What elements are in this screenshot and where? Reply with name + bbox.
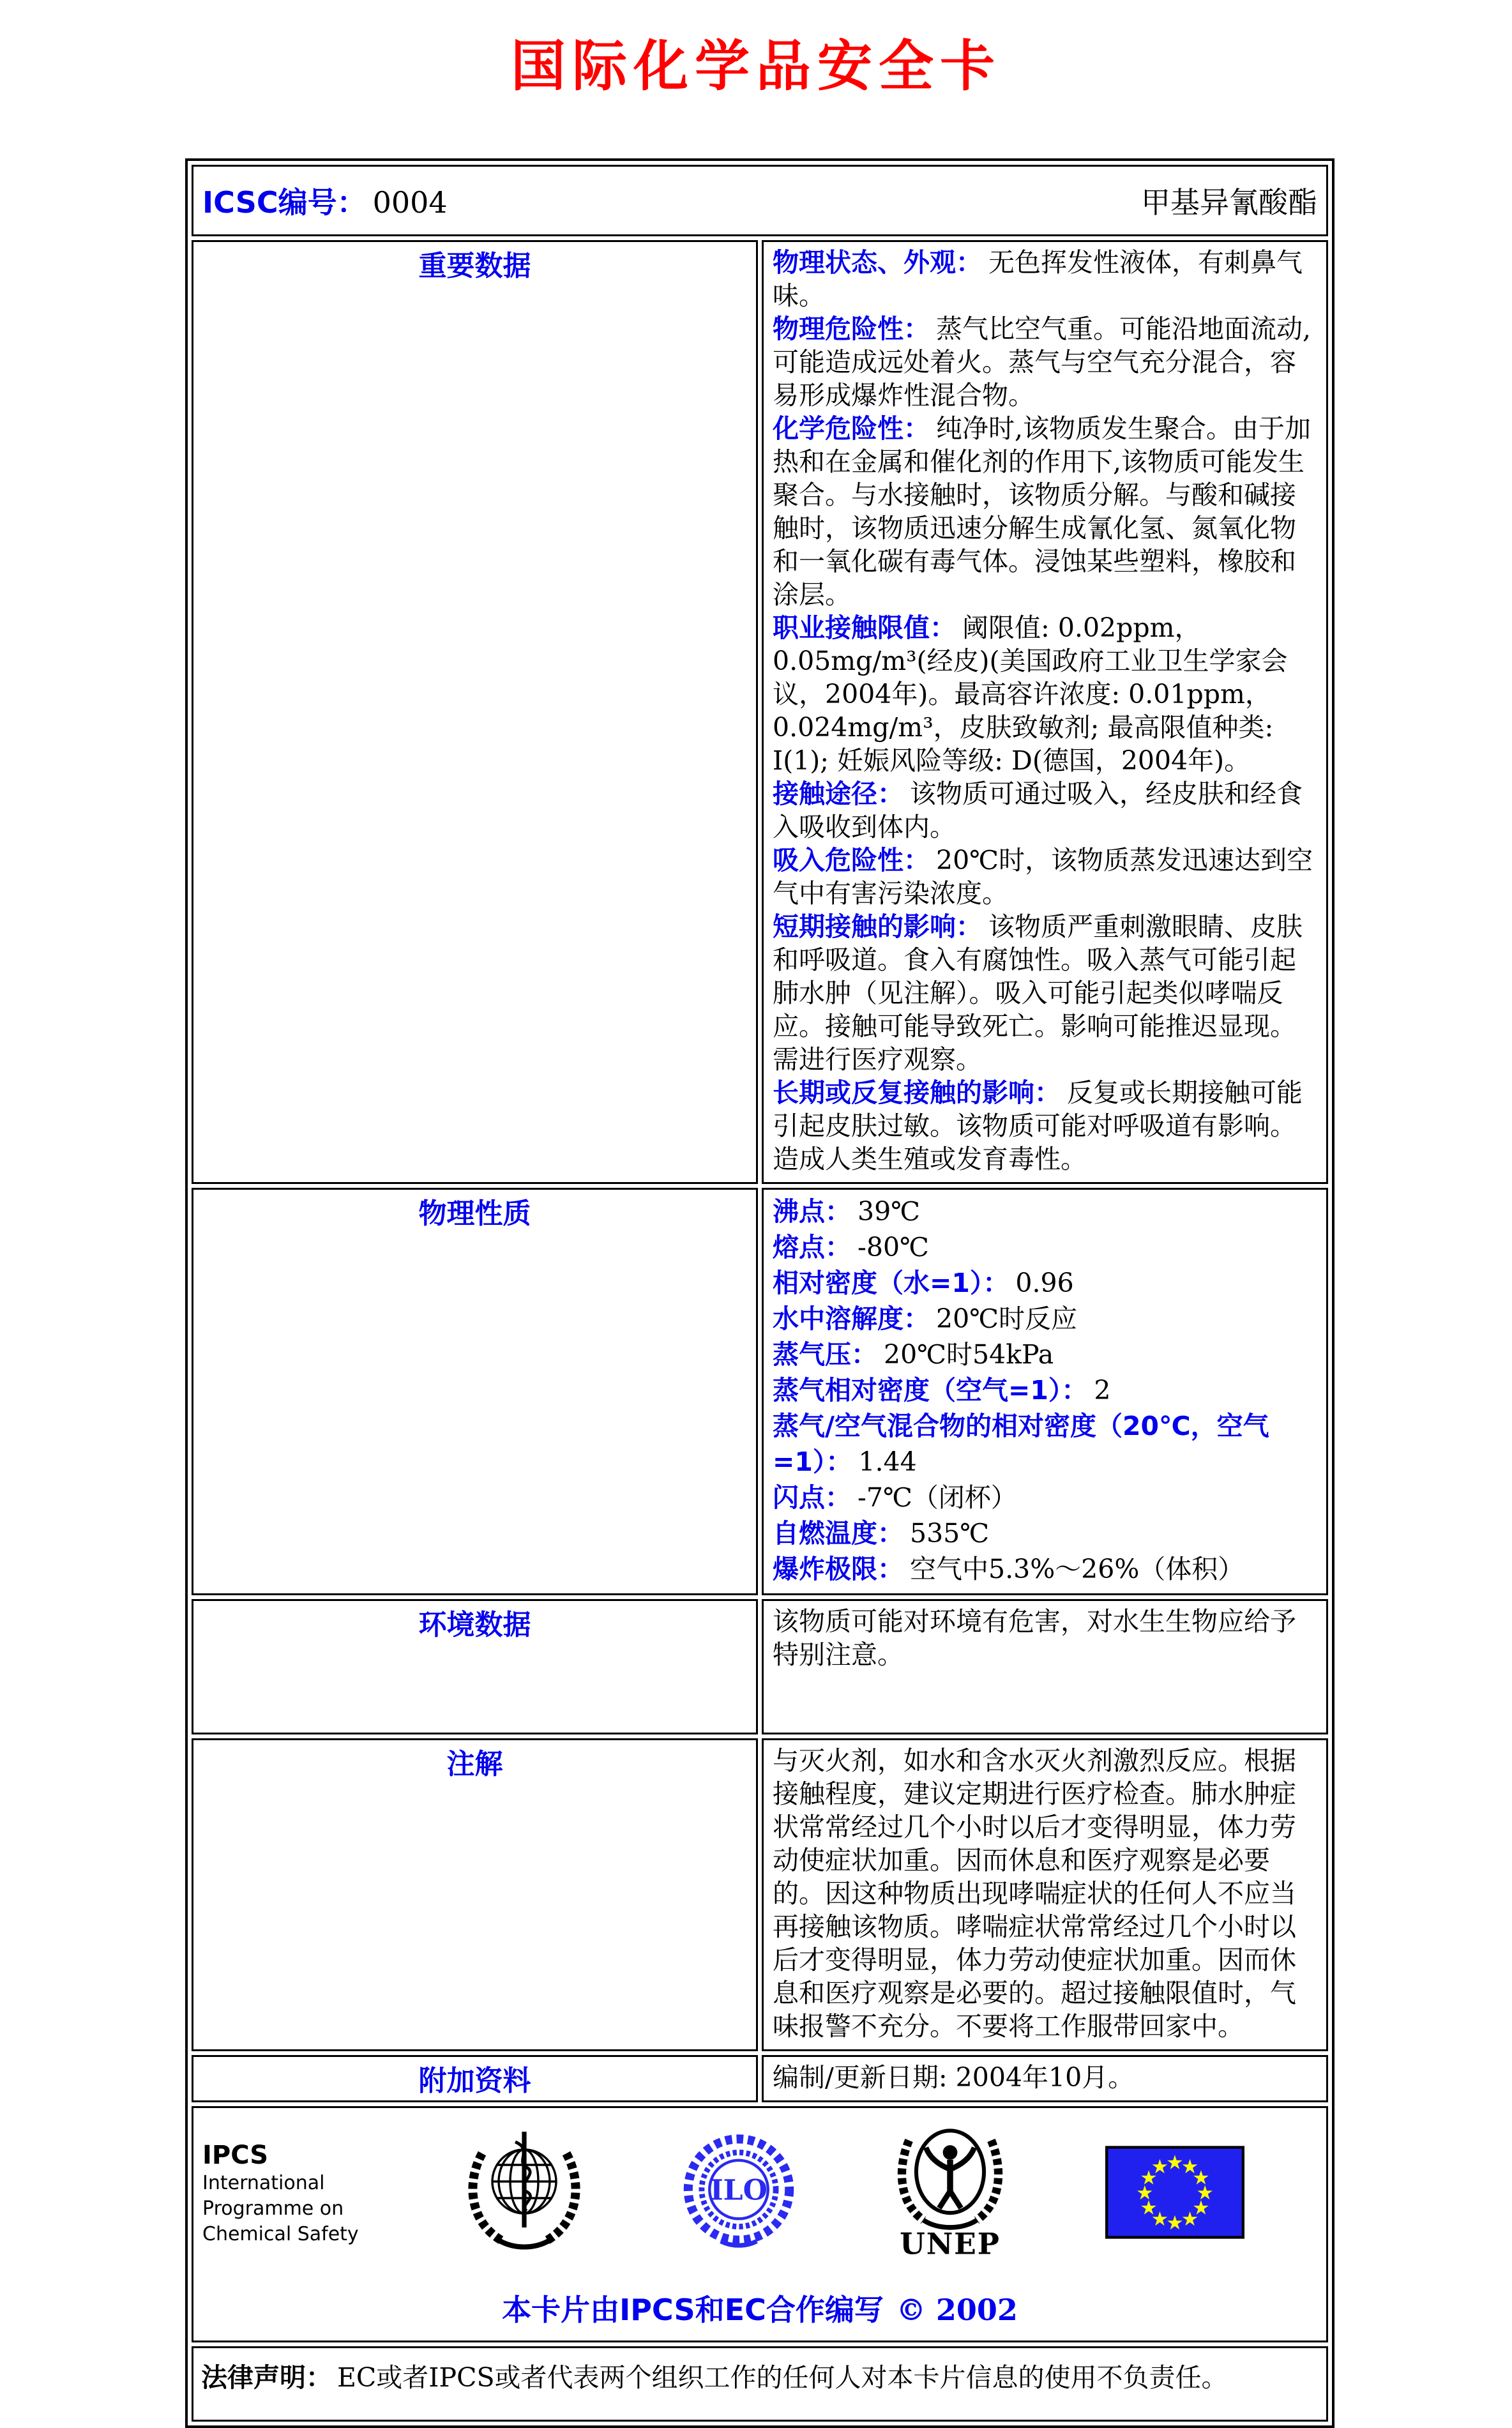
property-row [773,1551,1316,1587]
property-value: 1.44 [858,1446,917,1477]
field-label: 吸入危险性： [773,845,930,876]
property-value: 20℃时反应 [936,1303,1078,1334]
field-row [773,246,1316,312]
environmental-data-text: 该物质可能对环境有危害，对水生生物应给予特别注意。 [762,1599,1328,1734]
field-text: 纯净时,该物质发生聚合。由于加热和在金属和催化剂的作用下,该物质可能发生聚合。与水接触时，该物质分解。与酸和碱接触时，该物质迅速分解生成氰化氢、氮氧化物和一氧化碳有毒气体。浸蚀某些塑料，橡胶和涂层。 [773,413,1312,610]
field-text: 无色挥发性液体，有刺鼻气味。 [773,247,1303,311]
section-physical-properties [192,1188,1328,1595]
svg-text:★: ★ [1181,2208,1199,2231]
page-title: 国际化学品安全卡 [511,34,1001,98]
property-row [773,1229,1316,1265]
section-additional-info [192,2055,1328,2102]
section-label-additional-info: 附加资料 [192,2055,758,2102]
property-row [773,1301,1316,1337]
field-row [773,412,1316,611]
copyright-text: © 2002 [896,2293,1018,2327]
svg-text:★: ★ [1151,2208,1169,2231]
icsc-number-label: ICSC编号： [202,185,367,220]
property-label: 沸点： [773,1196,851,1227]
chemical-name: 甲基异氰酸酯 [1141,185,1317,220]
property-row [773,1515,1316,1551]
property-value: 535℃ [910,1518,990,1549]
field-text: 反复或长期接触可能引起皮肤过敏。该物质可能对呼吸道有影响。造成人类生殖或发育毒性。 [773,1077,1303,1174]
section-label-notes: 注解 [192,1738,758,2051]
ilo-logo-text: ILO [710,2174,767,2207]
property-label: 相对密度（水=1）： [773,1268,1009,1298]
footer-logos-row [192,2106,1328,2342]
credit-line [193,2287,1326,2329]
field-row [773,844,1316,910]
svg-text:★: ★ [1166,2212,1184,2235]
ipcs-title: IPCS [202,2141,269,2170]
field-text: 阈限值: 0.02ppm，0.05mg/m³(经皮)(美国政府工业卫生学家会议，2004年)。最高容许浓度: 0.01ppm，0.024mg/m³，皮肤致敏剂; 最高限值种类: I(1); 妊娠风险等级: D(德国，2004年)。 [773,612,1288,776]
property-label: 蒸气相对密度（空气=1）： [773,1375,1088,1406]
field-label: 化学危险性： [773,413,930,444]
svg-text:★: ★ [1140,2167,1158,2190]
section-label-environmental-data: 环境数据 [192,1599,758,1734]
ipcs-wordmark: IPCS International Programme on Chemical Safety [202,2140,366,2247]
property-row [773,1337,1316,1372]
property-value: 0.96 [1015,1268,1074,1298]
icsc-card-table [185,158,1334,2428]
property-row [773,1194,1316,1229]
additional-info-text: 编制/更新日期: 2004年10月。 [762,2055,1328,2102]
field-row [773,312,1316,412]
field-label: 物理危险性： [773,314,930,344]
notes-text: 与灭火剂，如水和含水灭火剂激烈反应。根据接触程度，建议定期进行医疗检查。肺水肿症状常常经过几个小时以后才变得明显，体力劳动使症状加重。因而休息和医疗观察是必要的。因这种物质出现哮喘症状的任何人不应当再接触该物质。哮喘症状常常经过几个小时以后才变得明显，体力劳动使症状加重。因而休息和医疗观察是必要的。超过接触限值时，气味报警不充分。不要将工作服带回家中。 [762,1738,1328,2051]
property-row [773,1372,1316,1408]
field-row [773,777,1316,844]
legal-text: EC或者IPCS或者代表两个组织工作的任何人对本卡片信息的使用不负责任。 [337,2362,1228,2393]
who-logo-icon [460,2125,588,2262]
property-value: 2 [1094,1375,1111,1406]
svg-text:★: ★ [1136,2181,1154,2204]
field-label: 职业接触限值： [773,612,956,643]
header-row [192,165,1328,236]
section-important-data [192,240,1328,1184]
section-label-important-data: 重要数据 [192,240,758,1184]
field-text: 蒸气比空气重。可能沿地面流动,可能造成远处着火。蒸气与空气充分混合，容易形成爆炸性混合物。 [773,314,1312,411]
field-row [773,1076,1316,1176]
property-row [773,1408,1316,1480]
svg-text:★: ★ [1192,2197,1210,2220]
property-label: 水中溶解度： [773,1303,930,1334]
icsc-number-value: 0004 [372,185,448,220]
svg-text:★: ★ [1151,2155,1169,2178]
property-label: 蒸气压： [773,1339,877,1370]
property-row [773,1480,1316,1515]
section-environmental-data [192,1599,1328,1734]
section-label-physical-properties: 物理性质 [192,1188,758,1595]
property-row [773,1265,1316,1301]
field-text: 该物质严重刺激眼睛、皮肤和呼吸道。食入有腐蚀性。吸入蒸气可能引起肺水肿（见注解）。吸入可能引起类似哮喘反应。接触可能导致死亡。影响可能推迟显现。需进行医疗观察。 [773,911,1303,1075]
field-row [773,611,1316,777]
unep-logo-icon [889,2123,1011,2264]
credit-text: 本卡片由IPCS和EC合作编写 [502,2293,884,2327]
svg-text:★: ★ [1181,2155,1199,2178]
icsc-number [202,179,448,222]
property-value: -7℃（闭杯） [858,1482,1017,1513]
svg-text:★: ★ [1196,2181,1214,2204]
svg-text:★: ★ [1166,2151,1184,2174]
property-label: 闪点： [773,1482,851,1513]
property-value: 空气中5.3%～26%（体积） [910,1554,1244,1584]
property-label: 蒸气/空气混合物的相对密度（20℃，空气=1）： [773,1411,1269,1477]
unep-logo-text: UNEP [900,2226,1001,2261]
property-value: -80℃ [858,1232,929,1263]
field-text: 该物质可通过吸入，经皮肤和经食入吸收到体内。 [773,778,1303,842]
field-label: 接触途径： [773,778,903,809]
field-label: 长期或反复接触的影响： [773,1077,1061,1108]
property-label: 熔点： [773,1232,851,1263]
svg-text:★: ★ [1140,2197,1158,2220]
legal-label: 法律声明： [201,2362,332,2393]
property-label: 爆炸极限： [773,1554,903,1584]
property-label: 自燃温度： [773,1518,903,1549]
field-label: 物理状态、外观： [773,247,982,278]
property-value: 39℃ [858,1196,921,1227]
field-row [773,910,1316,1076]
ilo-logo-icon [683,2133,795,2254]
field-label: 短期接触的影响： [773,911,982,942]
legal-row [192,2346,1328,2422]
svg-text:★: ★ [1192,2167,1210,2190]
section-notes [192,1738,1328,2051]
field-text: 20℃时，该物质蒸发迅速达到空气中有害污染浓度。 [773,845,1313,909]
eu-flag-icon [1105,2146,1244,2242]
property-value: 20℃时54kPa [884,1339,1054,1370]
